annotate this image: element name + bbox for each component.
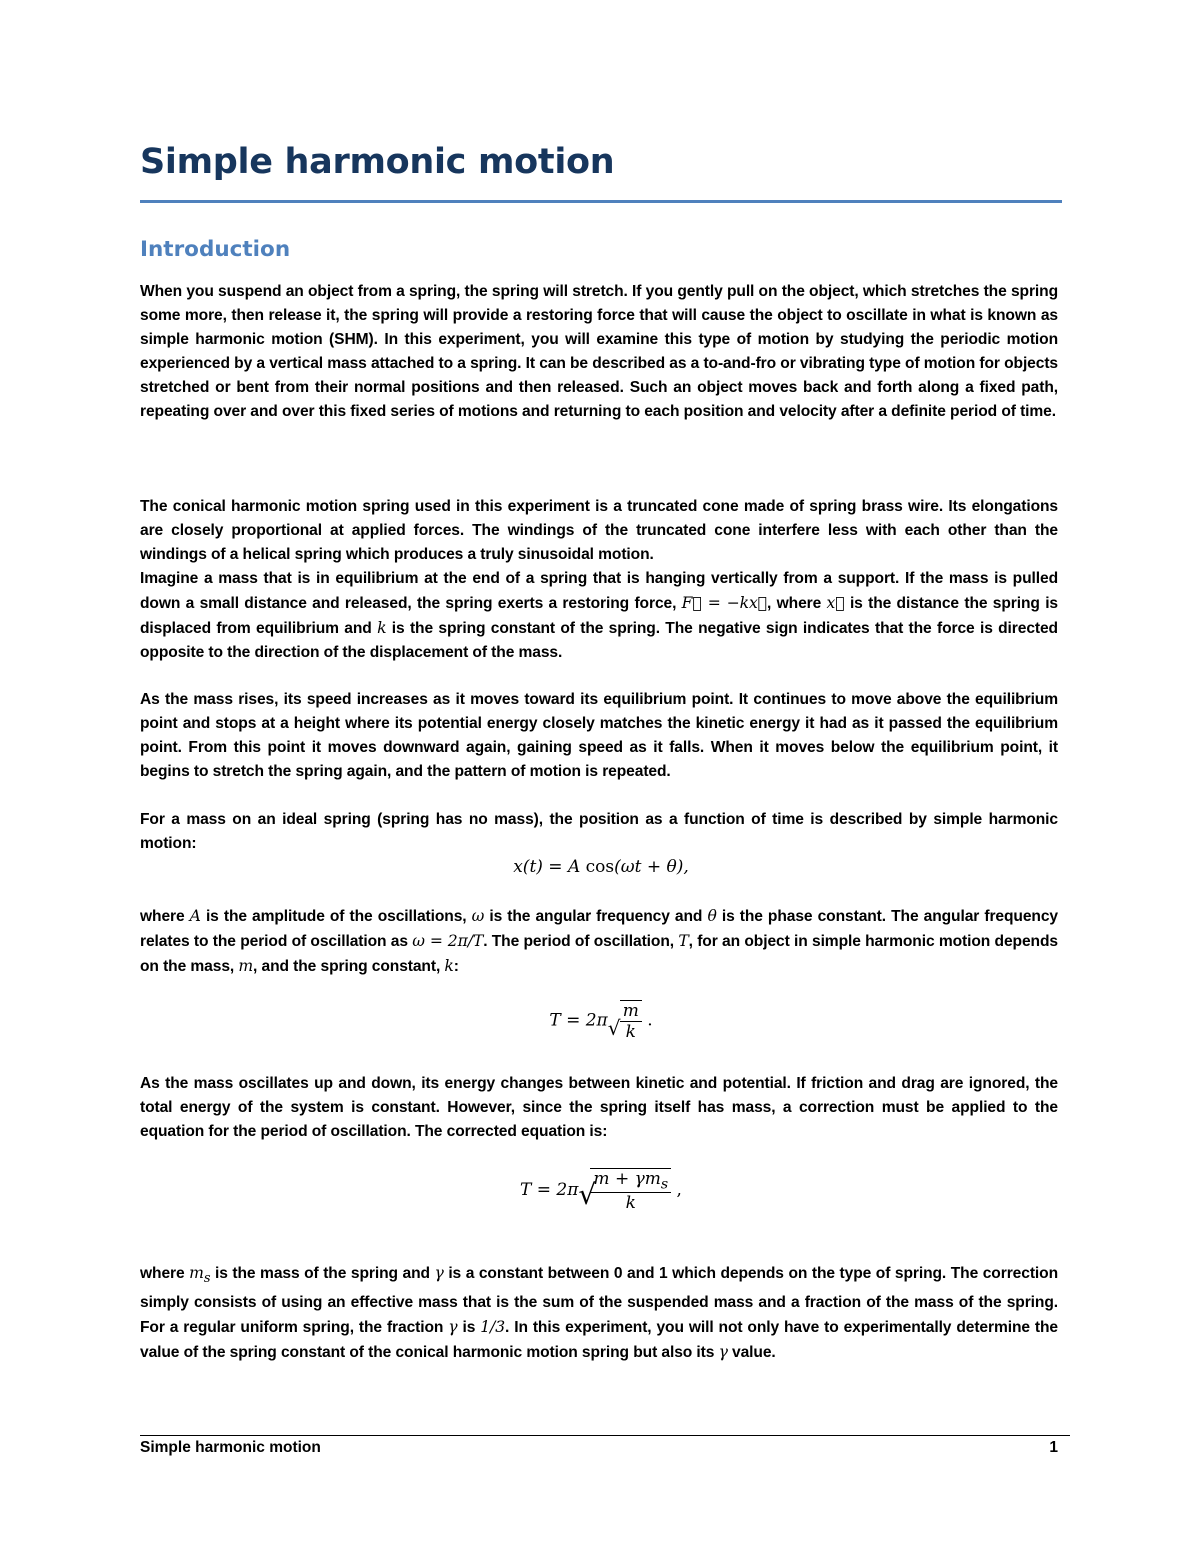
square-root	[578, 1168, 671, 1213]
period-symbol: T	[678, 932, 689, 950]
paragraph-6-text-7: , and the spring constant,	[253, 958, 445, 975]
paragraph-6-text-2: is the amplitude of the oscillations,	[200, 908, 472, 925]
paragraph-8-text-2: is the mass of the spring and	[210, 1265, 435, 1282]
paragraph-4: As the mass rises, its speed increases as it moves toward its equilibrium point. It continues to move above the equilibrium point and stops at a height where its potential energy closely matches the kinetic energy it had as it passed the equilibrium point. From this point it moves downward again, gaining speed as it falls. When it moves below the equilibrium point, it begins to stretch the spring again, and the pattern of motion is repeated.	[140, 691, 1058, 780]
position-equation-rhs: (ωt + θ),	[614, 857, 689, 877]
spring-mass-symbol	[189, 1264, 211, 1287]
paragraph-8-text-3: is a constant between 0 and 1 which depends on the type of spring. The correction simply consists of using an effective mass that is the sum of the suspended mass and a fraction of the mass of the spring. For a regular uniform spring, the fraction	[140, 1265, 1058, 1337]
footer-divider	[140, 1435, 1070, 1436]
paragraph-8-text-5: . In this experiment, you will not only have to experimentally determine the value of the spring constant of the conical harmonic motion spring but also its	[140, 1319, 1058, 1362]
paragraph-8-text-6: value.	[727, 1344, 776, 1362]
angular-frequency-equation: ω = 2π/T	[412, 932, 484, 950]
paragraph-3-text-2: , where	[767, 595, 827, 612]
page-number: 1	[1049, 1439, 1058, 1456]
paragraph-5: For a mass on an ideal spring (spring has no mass), the position as a function of time is described by simple harmonic motion:	[140, 811, 1058, 852]
paragraph-8-text-1: where	[140, 1265, 190, 1282]
spring-mass-letter: m	[189, 1264, 204, 1282]
document-title: Simple harmonic motion	[140, 142, 615, 182]
paragraph-1: When you suspend an object from a spring, the spring will stretch. If you gently pull on the object, which stretches the spring some more, then release it, the spring will provide a restoring force that will cause the object to oscillate in what is known as simple harmonic motion (SHM). In this experiment, you will examine this type of motion by studying the periodic motion experienced by a vertical mass attached to a spring. It can be described as a to-and-fro or vibrating type of motion for objects stretched or bent from their normal positions and then released. Such an object moves back and forth along a fixed path, repeating over and over this fixed series of motions and returning to each position and velocity after a definite period of time.	[140, 283, 1058, 420]
gamma-symbol: γ	[718, 1343, 728, 1362]
effective-mass-numerator: m + γm	[593, 1169, 661, 1189]
spring-mass-subscript: s	[203, 1271, 211, 1287]
square-root	[608, 1000, 642, 1042]
amplitude-symbol: A	[189, 907, 201, 925]
radical-sign-icon: √	[578, 1178, 597, 1212]
paragraph-6-text-3: is the angular frequency and	[484, 908, 708, 925]
paragraph-2: The conical harmonic motion spring used in this experiment is a truncated cone made of spring brass wire. Its elongations are closely proportional at applied forces. The windings of the truncated cone interfere less with each other than the windings of a helical spring which produces a truly sinusoidal motion.	[140, 498, 1058, 563]
paragraph-3-text-4: is the spring constant of the spring. The negative sign indicates that the force is directed opposite to the direction of the displacement of the mass.	[140, 620, 1058, 661]
mass-over-k-fraction	[620, 1001, 642, 1042]
radical-sign-icon: √	[607, 1016, 621, 1040]
fraction-numerator	[590, 1169, 671, 1193]
cos-function: cos	[585, 857, 615, 877]
equation-punctuation: ,	[676, 1180, 682, 1201]
paragraph-6-text-4: is the phase constant. The angular frequency relates to the period of oscillation as	[140, 908, 1058, 950]
paragraph-6-text-6: , for an object in simple harmonic motion depends on the mass,	[140, 933, 1058, 975]
corrected-period-equation	[140, 1168, 1062, 1213]
paragraph-6-text-8: :	[453, 958, 459, 975]
footer-title: Simple harmonic motion	[140, 1439, 321, 1456]
theta-symbol: θ	[707, 907, 717, 925]
paragraph-3	[140, 567, 1058, 665]
displacement-symbol: x⃗	[826, 594, 845, 612]
gamma-symbol: γ	[448, 1318, 458, 1337]
section-heading-introduction: Introduction	[140, 237, 291, 262]
spring-mass-subscript: s	[660, 1176, 669, 1193]
period-equation-lhs: T = 2π	[549, 1010, 608, 1031]
fraction-denominator: k	[625, 1022, 636, 1042]
paragraph-8-text-4: is	[457, 1319, 481, 1337]
paragraph-3-text-3: is the distance the spring is displaced from equilibrium and	[140, 595, 1058, 637]
fraction-denominator: k	[625, 1193, 636, 1214]
period-equation	[140, 1000, 1062, 1042]
paragraph-6-text-1: where	[140, 908, 190, 925]
effective-mass-over-k-fraction	[590, 1169, 671, 1213]
position-equation-lhs: x(t) = A	[513, 857, 586, 877]
paragraph-7: As the mass oscillates up and down, its energy changes between kinetic and potential. If friction and drag are ignored, the total energy of the system is constant. However, since the spring itself has mass, a correction must be applied to the equation for the period of oscillation. The corrected equation is:	[140, 1075, 1058, 1140]
restoring-force-equation: F⃗ = −kx⃗	[681, 594, 768, 612]
position-equation	[140, 857, 1062, 877]
fraction-numerator: m	[620, 1001, 642, 1022]
corrected-period-lhs: T = 2π	[520, 1180, 579, 1201]
paragraph-3-text-1: Imagine a mass that is in equilibrium at the end of a spring that is hanging vertically from a support. If the mass is pulled down a small distance and released, the spring exerts a restoring force,	[140, 570, 1058, 612]
gamma-symbol: γ	[434, 1264, 444, 1282]
one-third-fraction: 1/3	[480, 1318, 506, 1337]
title-underline	[140, 200, 1062, 203]
mass-symbol: m	[238, 957, 254, 975]
paragraph-8	[140, 1261, 1058, 1365]
spring-constant-symbol: k	[444, 957, 454, 975]
spring-constant-symbol: k	[377, 619, 387, 637]
paragraph-6-text-5: . The period of oscillation,	[483, 933, 679, 950]
equation-punctuation: .	[647, 1010, 653, 1031]
paragraph-6	[140, 904, 1058, 979]
omega-symbol: ω	[471, 907, 485, 925]
